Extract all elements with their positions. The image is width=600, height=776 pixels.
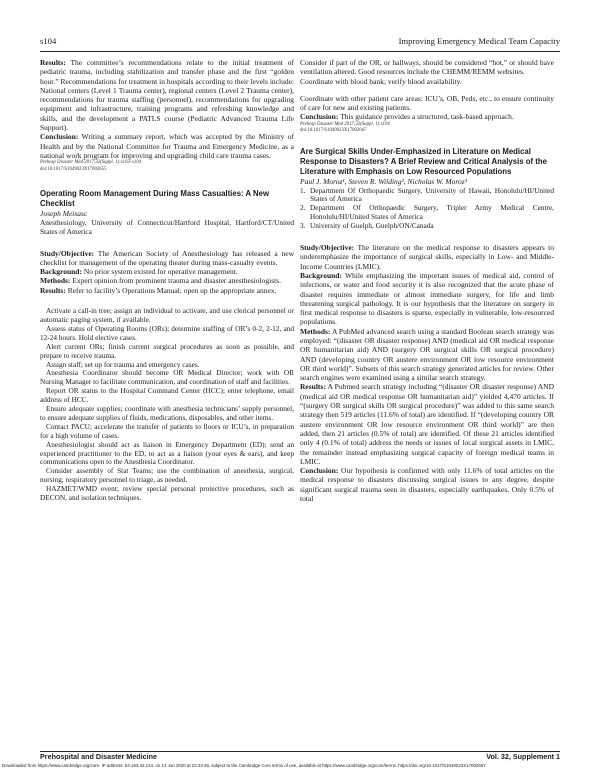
- article-author: Joseph Meisasc: [40, 209, 88, 219]
- checklist-item: Ensure adequate supplies; coordinate with anesthesia technicians’ supply personnel, to ensure adequate supplies of fluids, medications, disposables, and other items.: [40, 404, 294, 422]
- continued-text: Consider if part of the OR, or hallways, should be considered “hot,” or should have ventilation altered. Good resources include the CHEMM/REMM websites.: [300, 58, 554, 77]
- conclusion-paragraph: Conclusion: This guidance provides a structured, task-based approach.: [300, 112, 514, 122]
- continued-text: Coordinate with other patient care areas: ICU’s, OB, Peds, etc., to ensure continuity of care for new and existing patients.: [300, 93, 554, 113]
- article-title: Operating Room Management During Mass Casualties: A New Checklist: [40, 189, 270, 209]
- background: Background: While emphasizing the important issues of medical aid, control of infections, or water and food security it is also recognized that the acute phase of disaster requires immediate or almost immediate surgery, for life and limb threatening surgical pathology. It is our hypothesis that the literature on surgery in first medical response to disasters is sparse, especially in vulnerable, low-resourced populations.: [300, 270, 554, 327]
- checklist-item: Assign staff; set up for trauma and emergency cases.: [46, 359, 200, 369]
- running-header: [40, 36, 560, 52]
- article-authors: Paul J. Moroz¹, Steven R. Wilding², Nicholas W. Moroz³: [300, 177, 467, 187]
- checklist-item: Report OR status to the Hospital Command Center (HCC); enter telephone, email address of HCC.: [40, 386, 294, 405]
- citation: Prehosp Disaster Med 2017;32(Suppl. 1):s104: [300, 121, 390, 127]
- journal-name: Prehospital and Disaster Medicine: [40, 752, 158, 761]
- affiliation-item: 3. University of Guelph, Guelph/ON/Canada: [300, 221, 434, 231]
- download-notice: Downloaded from https://www.cambridge.org/core. IP address: 54.163.42.124, on 13 Jun 2020 at 22:43:45, subject to the Cambridge Core terms of use, available at https://www.cambridge.org/core/terms. https://doi.org/10.1017/S1049023X17002667: [2, 763, 486, 768]
- doi: doi:10.1017/S1049023X17002667: [300, 128, 367, 134]
- checklist-item: Assess status of Operating Rooms (ORs); determine staffing of OR’s 0-2, 2-12, and 12-24 hours. Hold elective cases.: [40, 323, 294, 342]
- conclusion-paragraph: [40, 132, 294, 160]
- conclusion-text: Writing a summary report, which was accepted by the Ministry of Health and by the National Committee for Trauma and Emergency Medicine, as a national work program for improving and upgrading child care trauma cases.: [40, 132, 294, 160]
- study-objective: Study/Objective: The literature on the medical response to disasters appears to underemphasize the importance of surgical skills, especially in Low- and Middle-Income Countries (LMIC).: [300, 243, 554, 271]
- results-text: The committee’s recommendations relate to the initial treatment of pediatric trauma, including stabilization and transfer phase and the first “golden hour.” Recommendations for treatment in hospitals according to their levels include: National centers (Level 1 Trauma center), regional centers (Level 2 Trauma center), recommendations for trauma staffing (personnel), recommendations for upgrading equipment and infrastructure, training programs and refreshing knowledge and skills, and the development a PATLS course (Pediatric Advanced Trauma Life Support).: [40, 58, 294, 133]
- running-title: Improving Emergency Medical Team Capacity: [398, 36, 560, 46]
- page-number: s104: [40, 36, 57, 46]
- affiliation-list: [300, 187, 554, 232]
- checklist-item: Consider assembly of Stat Teams; use the combination of anesthesia, surgical, nursing, respiratory personnel to triage, as needed.: [40, 466, 294, 485]
- checklist-item: HAZMET/WMD event; review special personal protective procedures, such as DECON, and isolation techniques.: [40, 484, 294, 503]
- checklist-item: Alert current ORs; finish current surgical procedures as soon as possible, and prepare to receive trauma.: [40, 341, 294, 360]
- results-paragraph: [40, 58, 294, 132]
- affiliation-item: 2. Department Of Orthopaedic Surgery, Tripler Army Medical Centre, Honolulu/HI/United States of America: [300, 203, 554, 222]
- checklist-item: Anesthesiologist should act as liaison in Emergency Department (ED); send an experienced practitioner to the ED, to act as a liaison (your eyes & ears), and keep communications open to the Anesthesia Coordinator.: [40, 439, 294, 467]
- doi: doi:10.1017/S1049023X17002655: [40, 166, 107, 172]
- article-affiliation: Anesthesiology, University of Connecticut/Hartford Hospital, Hartford/CT/United States of America: [40, 217, 294, 236]
- header-rule: [40, 51, 560, 52]
- results-label: Results:: [40, 58, 66, 67]
- citation: Prehosp Disaster Med 2017;32(Suppl. 1):s103–s104: [40, 160, 142, 166]
- methods: Methods: A PubMed advanced search using a standard Boolean search strategy was employed: “(disaster OR disaster response) AND (medical aid OR medical response OR humanitarian aid) AND (surgery OR surgical skills OR surgical procedure) AND (developing country OR austere environment OR low resource environment OR third world)”. Subsets of this search strategy generated articles for review. Other search engines were examined using a similar search strategy.: [300, 326, 554, 383]
- results: Results: A Pubmed search strategy including “(disaster OR disaster response) AND (medical aid OR medical response OR humanitarian aid)” yielded 4,470 articles. If “(surgery OR surgical skills OR surgical procedure)” was added to this same search strategy then 519 articles (11.6% of total) are identified. If “(developing country OR austere environment OR low resource environment OR third world)” are then added, then 21 articles (0.5% of total) are identified. Of these 21 articles identified only 4 (0.1% of total) address the needs or issues of local surgical assets in LMIC, the remainder instead emphasizing surgical capacity of foreign medical teams in LMIC.: [300, 382, 554, 466]
- article-title: Are Surgical Skills Under-Emphasized in Literature on Medical Response to Disasters? A Brief Review and Critical Analysis of the Literature with Emphasis on Low Resourced Populations: [300, 146, 547, 176]
- background: Background: No prior system existed for operative management.: [40, 267, 238, 277]
- volume-info: Vol. 32, Supplement 1: [486, 752, 560, 761]
- right-column: [300, 58, 554, 503]
- affiliation-item: 1. Department Of Orthopaedic Surgery, University of Hawaii, Honolulu/HI/United States of America: [300, 185, 554, 204]
- results: Results: Refer to facility’s Operations Manual; open up the appropriate annex.: [40, 285, 277, 295]
- checklist-item: Contact PACU; accelerate the transfer of patients to floors or ICU’s, in preparation for a high volume of cases.: [40, 421, 294, 440]
- study-objective: Study/Objective: The American Society of Anesthesiology has released a new checklist for management of the operating theater during mass-casualty events.: [40, 248, 294, 267]
- checklist-item: Anesthesia Coordinator should become OR Medical Director; work with OR Nursing Manager to facilitate communication, and coordination of staff and facilities.: [40, 368, 294, 387]
- conclusion: Conclusion: Our hypothesis is confirmed with only 11.6% of total articles on the medical response to disasters discussing surgical issues to any degree, despite significant surgical trauma seen in disasters, especially earthquakes. Only 0.5% of total: [300, 466, 554, 504]
- checklist: [40, 307, 294, 503]
- left-column: [40, 58, 294, 503]
- checklist-item: Activate a call-in tree; assign an individual to activate, and use clerical personnel or automatic paging system, if available.: [40, 306, 294, 324]
- conclusion-label: Conclusion:: [40, 132, 79, 142]
- methods: Methods: Expert opinion from prominent trauma and disaster anesthesiologists.: [40, 276, 282, 286]
- continued-text: Coordinate with blood bank; verify blood availability.: [300, 76, 462, 86]
